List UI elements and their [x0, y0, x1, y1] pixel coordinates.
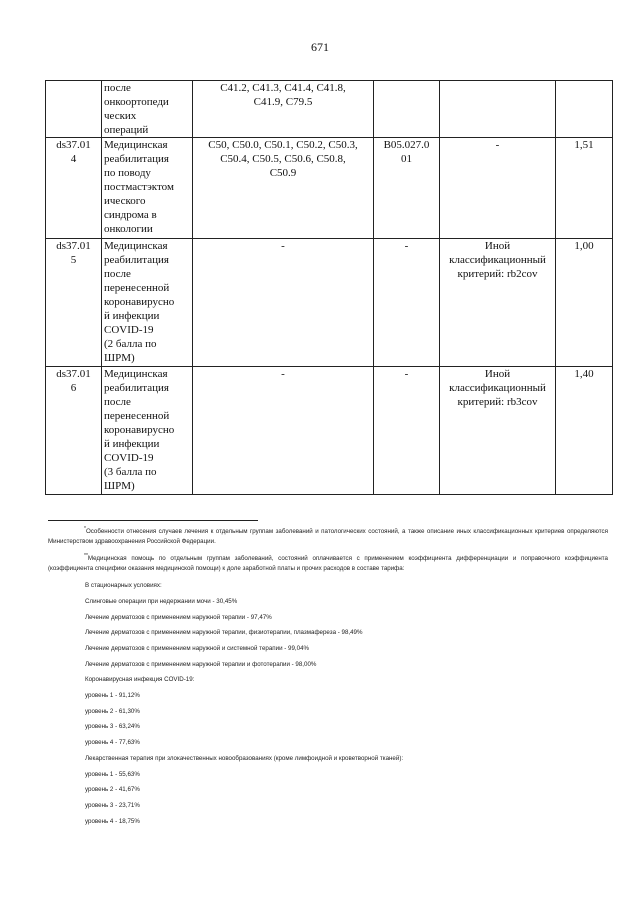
- cell-code: ds37.01 6: [46, 367, 102, 495]
- footnote-line: В стационарных условиях:: [85, 582, 162, 590]
- tariff-table: [45, 80, 613, 495]
- cell-service: [374, 81, 440, 138]
- footnote-2: [48, 551, 608, 574]
- cell-icd: C50, C50.0, C50.1, C50.2, C50.3, C50.4, C50.5, C50.6, C50.8, C50.9: [193, 138, 374, 239]
- cell-coefficient: 1,00: [556, 239, 613, 367]
- footnote-line: Лечение дерматозов с применением наружной терапии - 97,47%: [85, 613, 272, 621]
- footnote-line: уровень 2 - 41,67%: [85, 786, 140, 794]
- footnote-separator: [48, 520, 258, 521]
- cell-icd: C41.2, C41.3, C41.4, C41.8, C41.9, C79.5: [193, 81, 374, 138]
- cell-name: Медицинская реабилитация по поводу постмастэктом ического синдрома в онкологии: [102, 138, 193, 239]
- footnote-2-text: Медицинская помощь по отдельным группам заболеваний, состояний оплачивается с применением коэффициента дифференциации и поправочного коэффициента (коэффициента специфики оказания медицинской помощи) к доле заработной платы и прочих расходов в составе тарифа:: [48, 555, 608, 573]
- cell-coefficient: [556, 81, 613, 138]
- footnote-line: уровень 2 - 61,30%: [85, 707, 140, 715]
- footnote-line: Лечение дерматозов с применением наружной терапии и фототерапии - 98,00%: [85, 660, 317, 668]
- footnote-line: уровень 4 - 77,63%: [85, 739, 140, 747]
- cell-icd: -: [193, 367, 374, 495]
- page-number: 671: [311, 40, 329, 54]
- table-row: [46, 367, 613, 495]
- cell-name: Медицинская реабилитация после перенесенной коронавирусно й инфекции COVID-19 (2 балла по ШРМ): [102, 239, 193, 367]
- footnotes: [48, 524, 608, 829]
- cell-name: после онкоортопеди ческих операций: [102, 81, 193, 138]
- footnote-line: Коронавирусная инфекция COVID-19:: [85, 676, 195, 684]
- cell-criterion: Иной классификационный критерий: rb2cov: [440, 239, 556, 367]
- footnote-line: Лечение дерматозов с применением наружной терапии, физиотерапии, плазмафереза - 98,49%: [85, 629, 363, 637]
- table-row: [46, 239, 613, 367]
- footnote-2-marker: **: [84, 553, 88, 560]
- footnote-1-marker: *: [84, 526, 86, 532]
- table-row: [46, 81, 613, 138]
- cell-criterion: [440, 81, 556, 138]
- cell-code: ds37.01 4: [46, 138, 102, 239]
- table-row: [46, 138, 613, 239]
- footnote-1-text: Особенности отнесения случаев лечения к отдельным группам заболеваний и патологических состояний, а также описание иных классификационных критериев определяются Министерством здравоохранения Российской Федерации.: [48, 528, 608, 546]
- cell-criterion: -: [440, 138, 556, 239]
- footnote-line: Лечение дерматозов с применением наружной и системной терапии - 99,04%: [85, 644, 310, 652]
- cell-service: B05.027.0 01: [374, 138, 440, 239]
- footnote-line: уровень 4 - 18,75%: [85, 817, 140, 825]
- cell-criterion: Иной классификационный критерий: rb3cov: [440, 367, 556, 495]
- cell-code: ds37.01 5: [46, 239, 102, 367]
- cell-service: -: [374, 367, 440, 495]
- footnote-line: уровень 3 - 23,71%: [85, 801, 140, 809]
- cell-coefficient: 1,51: [556, 138, 613, 239]
- cell-code: [46, 81, 102, 138]
- footnote-line: уровень 1 - 55,63%: [85, 770, 140, 778]
- footnote-line: уровень 1 - 91,12%: [85, 692, 140, 700]
- footnote-line: Слинговые операции при недержании мочи - 30,45%: [85, 597, 238, 605]
- cell-icd: -: [193, 239, 374, 367]
- cell-coefficient: 1,40: [556, 367, 613, 495]
- footnote-line: Лекарственная терапия при злокачественных новообразованиях (кроме лимфоидной и кроветворной тканей):: [85, 754, 404, 762]
- footnote-line: уровень 3 - 63,24%: [85, 723, 140, 731]
- cell-service: -: [374, 239, 440, 367]
- cell-name: Медицинская реабилитация после перенесенной коронавирусно й инфекции COVID-19 (3 балла по ШРМ): [102, 367, 193, 495]
- footnote-1: [48, 524, 608, 547]
